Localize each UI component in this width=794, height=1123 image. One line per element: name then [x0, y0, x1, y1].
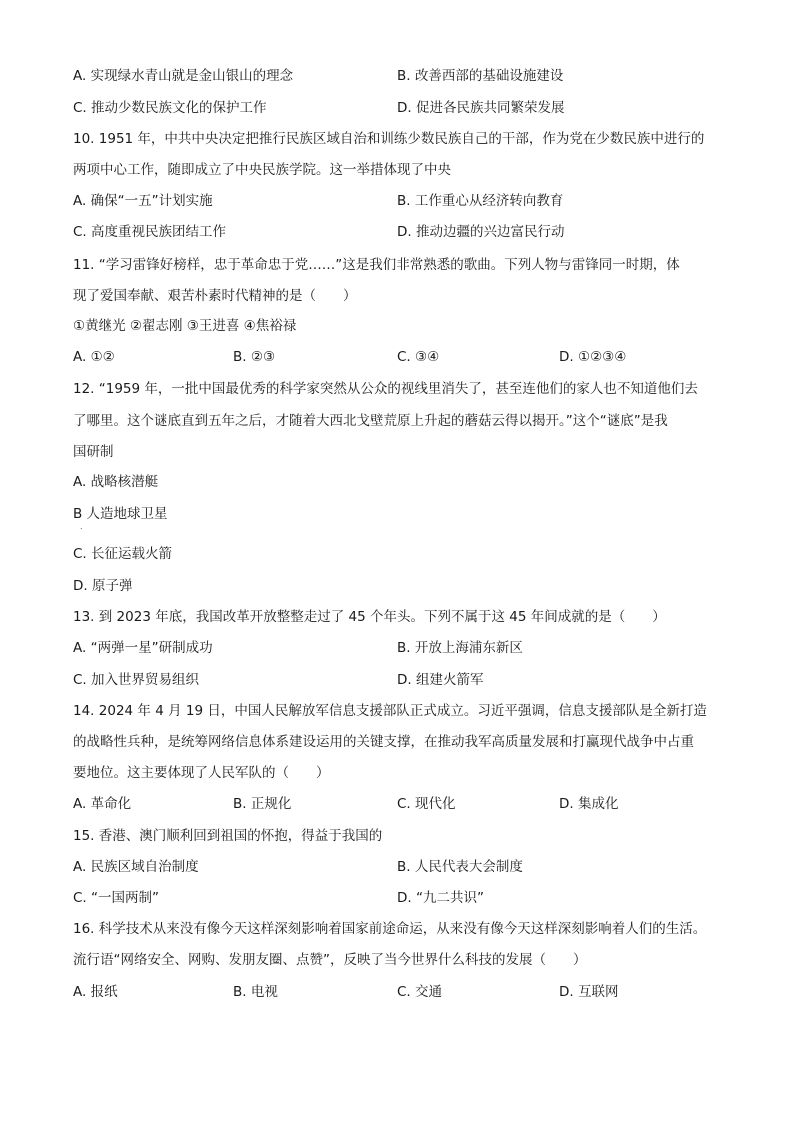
q9-option-d: D. 促进各民族共同繁荣发展	[397, 100, 565, 116]
q10-stem-line-1: 10. 1951 年，中共中央决定把推行民族区域自治和训练少数民族自己的干部，作为党在少数民族中进行的	[73, 131, 705, 147]
q12-option-c: C. 长征运载火箭	[73, 546, 173, 562]
q11-stem-line-1: 11. “学习雷锋好榜样，忠于革命忠于党……”这是我们非常熟悉的歌曲。下列人物与雷锋同一时期，体	[73, 257, 680, 273]
q10-option-c: C. 高度重视民族团结工作	[73, 224, 227, 240]
q13-option-a: A. “两弹一星”研制成功	[73, 640, 213, 656]
q13-option-c: C. 加入世界贸易组织	[73, 672, 200, 688]
q15-option-d: D. “九二共识”	[397, 890, 484, 906]
q13-stem-line-1: 13. 到 2023 年底，我国改革开放整整走过了 45 个年头。下列不属于这 45 年间成就的是（ ）	[73, 609, 666, 625]
q16-stem-line-1: 16. 科学技术从来没有像今天这样深刻影响着国家前途命运，从来没有像今天这样深刻影响着人们的生活。	[73, 921, 707, 937]
q16-stem-line-2: 流行语“网络安全、网购、发朋友圈、点赞”，反映了当今世界什么科技的发展（ ）	[73, 952, 587, 968]
q12-stray-mark: .	[80, 522, 83, 531]
q12-option-b: B 人造地球卫星	[73, 506, 168, 522]
q12-option-d: D. 原子弹	[73, 578, 133, 594]
q14-option-c: C. 现代化	[397, 796, 456, 812]
q9-option-c: C. 推动少数民族文化的保护工作	[73, 100, 267, 116]
q13-option-b: B. 开放上海浦东新区	[397, 640, 523, 656]
q15-option-c: C. “一国两制”	[73, 890, 159, 906]
q16-option-a: A. 报纸	[73, 984, 118, 1000]
q16-option-c: C. 交通	[397, 984, 443, 1000]
q14-option-d: D. 集成化	[559, 796, 619, 812]
q14-stem-line-3: 要地位。这主要体现了人民军队的（ ）	[73, 765, 330, 781]
q15-stem-line-1: 15. 香港、澳门顺利回到祖国的怀抱，得益于我国的	[73, 828, 383, 844]
q14-option-a: A. 革命化	[73, 796, 132, 812]
q16-option-b: B. 电视	[233, 984, 278, 1000]
q14-option-b: B. 正规化	[233, 796, 292, 812]
q13-option-d: D. 组建火箭军	[397, 672, 484, 688]
q14-stem-line-1: 14. 2024 年 4 月 19 日，中国人民解放军信息支援部队正式成立。习近平强调，信息支援部队是全新打造	[73, 703, 707, 719]
q10-stem-line-2: 两项中心工作，随即成立了中央民族学院。这一举措体现了中央	[73, 162, 451, 178]
q9-option-b: B. 改善西部的基础设施建设	[397, 68, 564, 84]
q15-option-b: B. 人民代表大会制度	[397, 859, 523, 875]
q11-option-a: A. ①②	[73, 349, 115, 365]
q11-choices-list: ①黄继光 ②翟志刚 ③王进喜 ④焦裕禄	[73, 318, 297, 334]
q12-stem-line-2: 了哪里。这个谜底直到五年之后，才随着大西北戈壁荒原上升起的蘑菇云得以揭开。”这个“谜底”是我	[73, 413, 668, 429]
q11-option-b: B. ②③	[233, 349, 276, 365]
q12-stem-line-3: 国研制	[73, 444, 114, 460]
q16-option-d: D. 互联网	[559, 984, 619, 1000]
q10-option-d: D. 推动边疆的兴边富民行动	[397, 224, 565, 240]
q12-option-a: A. 战略核潜艇	[73, 474, 159, 490]
q10-option-b: B. 工作重心从经济转向教育	[397, 193, 564, 209]
q11-option-d: D. ①②③④	[559, 349, 627, 365]
q15-option-a: A. 民族区域自治制度	[73, 859, 199, 875]
q10-option-a: A. 确保“一五”计划实施	[73, 193, 213, 209]
q12-stem-line-1: 12. “1959 年，一批中国最优秀的科学家突然从公众的视线里消失了，甚至连他们的家人也不知道他们去	[73, 381, 698, 397]
q11-stem-line-2: 现了爱国奉献、艰苦朴素时代精神的是（ ）	[73, 288, 357, 304]
q14-stem-line-2: 的战略性兵种，是统筹网络信息体系建设运用的关键支撑，在推动我军高质量发展和打赢现代战争中占重	[73, 734, 694, 750]
q9-option-a: A. 实现绿水青山就是金山银山的理念	[73, 68, 294, 84]
q11-option-c: C. ③④	[397, 349, 440, 365]
